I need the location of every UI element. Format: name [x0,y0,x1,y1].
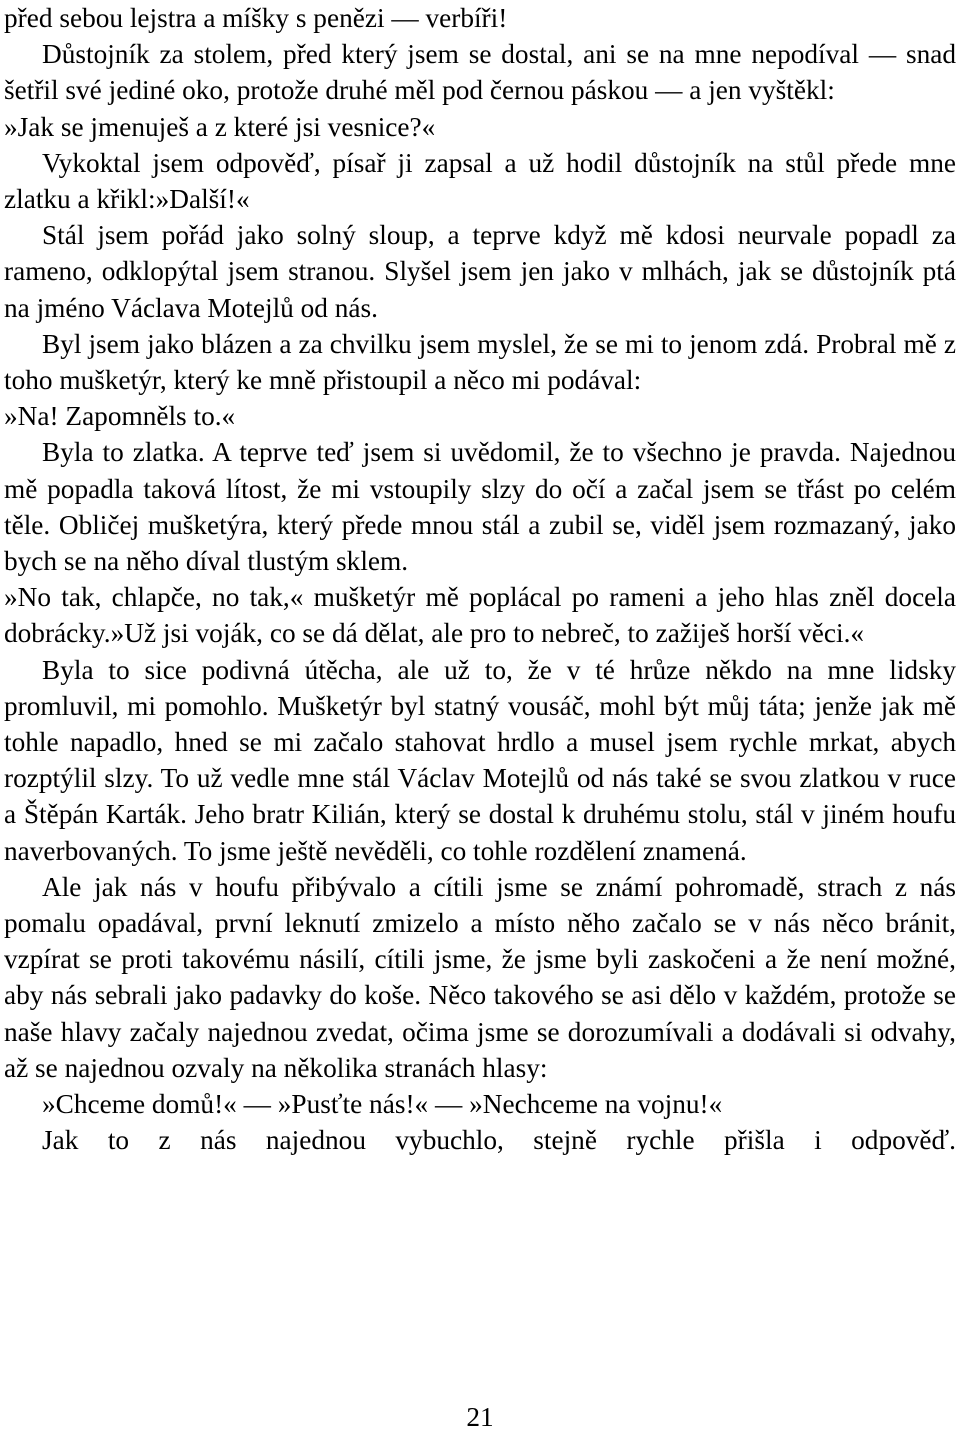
page-number: 21 [466,1402,494,1432]
paragraph-1: před sebou lejstra a míšky s penězi — verbíři! [4,3,508,33]
paragraph-12: »Chceme domů!« — »Pusťte nás!« — »Nechceme na vojnu!« [42,1089,723,1120]
paragraph-11: Ale jak nás v houfu přibývalo a cítili jsme se známí pohromadě, strach z nás pomalu opadával, první leknutí zmizelo a místo něho začalo se v nás něco bránit, vzpírat se proti takovému násilí, cítili jsme, že jsme byli zaskočeni a že není možné, aby nás sebrali jako padavky do koše. Něco takového se asi dělo v každém, protože se naše hlavy začaly najednou zvedat, očima jsme se dorozumívali a dodávali si odvahy, až se najednou ozvaly na několika stranách hlasy: [4,871,956,1083]
paragraph-5: Stál jsem pořád jako solný sloup, a teprve když mě kdosi neurvale popadl za rameno, odklopýtal jsem stranou. Slyšel jsem jen jako v mlhách, jak se důstojník ptá na jméno Václava Motejlů od nás. [4,220,956,323]
document-page [4,0,956,1159]
paragraph-13: Jak to z nás najednou vybuchlo, stejně rychle přišla i odpověď. [42,1125,956,1156]
paragraph-6: Byl jsem jako blázen a za chvilku jsem myslel, že se mi to jenom zdá. Probral mě z toho mušketýr, který ke mně přistoupil a něco mi podával: [4,328,956,396]
paragraph-10: Byla to sice podivná útěcha, ale už to, že v té hrůze někdo na mne lidsky promluvil, mi pomohlo. Mušketýr byl statný vousáč, mohl být můj táta; jenže jak mě tohle napadlo, hned se mi začalo stahovat hrdlo a musel jsem rychle mrkat, abych rozptýlil slzy. To už vedle mne stál Václav Motejlů od nás také se svou zlatkou v ruce a Štěpán Karták. Jeho bratr Kilián, který se dostal k druhému stolu, stál v jiném houfu naverbovaných. To jsme ještě nevěděli, co tohle rozdělení znamená. [4,654,956,866]
paragraph-4: Vykoktal jsem odpověď, písař ji zapsal a už hodil důstojník na stůl přede mne zlatku a křikl:»Další!« [4,147,956,215]
paragraph-9: »No tak, chlapče, no tak,« mušketýr mě poplácal po rameni a jeho hlas zněl docela dobrácky.»Už jsi voják, co se dá dělat, ale pro to nebreč, to zažiješ horší věci.« [4,582,956,649]
paragraph-2: Důstojník za stolem, před který jsem se dostal, ani se na mne nepodíval — snad šetřil své jediné oko, protože druhé měl pod černou páskou — a jen vyštěkl: [4,39,956,106]
paragraph-7: »Na! Zapomněls to.« [4,401,236,432]
paragraph-8: Byla to zlatka. A teprve teď jsem si uvědomil, že to všechno je pravda. Najednou mě popadla taková lítost, že mi vstoupily slzy do očí a začal jsem se třást po celém těle. Obličej mušketýra, který přede mnou stál a zubil se, viděl jsem rozmazaný, jako bych se na něho díval tlustým sklem. [4,437,956,577]
paragraph-3: »Jak se jmenuješ a z které jsi vesnice?« [4,111,436,142]
